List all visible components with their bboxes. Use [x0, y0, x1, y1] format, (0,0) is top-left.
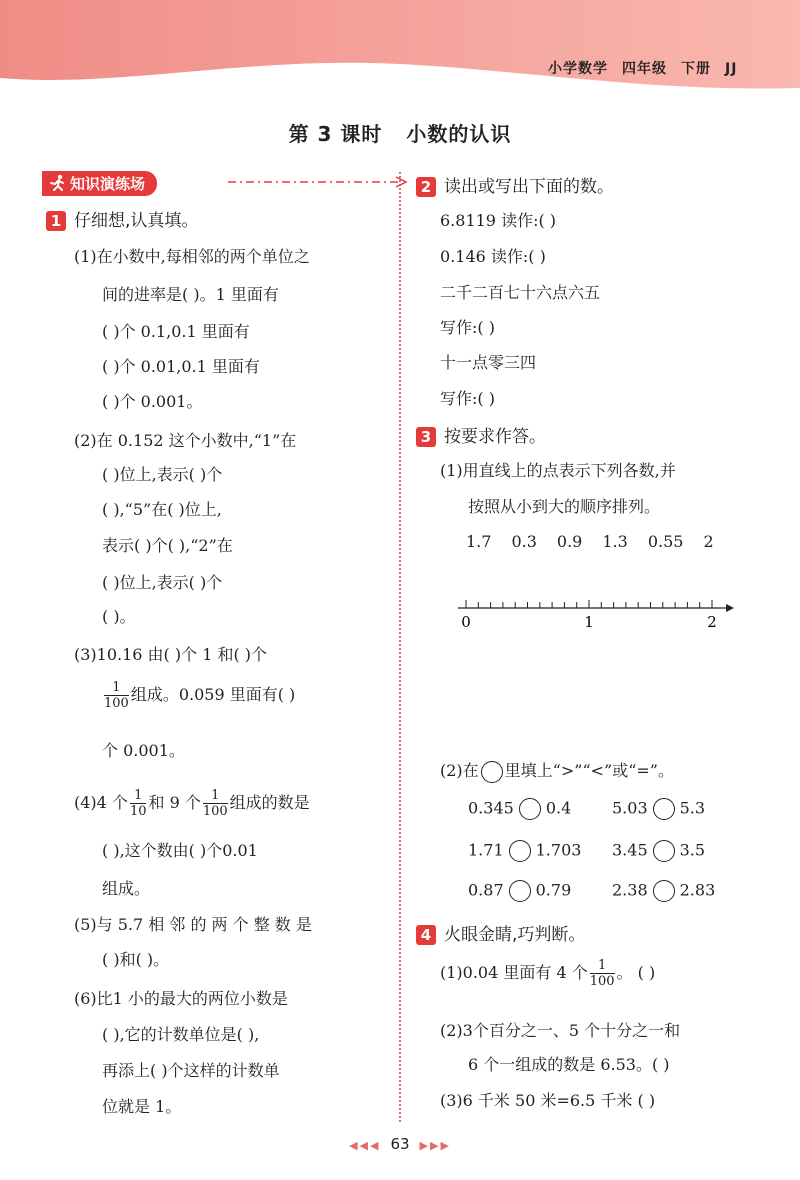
- q1-p1-line: (1)在小数中,每相邻的两个单位之: [74, 247, 310, 266]
- q4-p2-line: 6 个一组成的数是 6.53。( ): [468, 1055, 670, 1074]
- q2-line: 二千二百七十六点六五: [440, 283, 601, 302]
- compare-row: 1.71 1.703: [468, 840, 581, 862]
- q1-p5-line: ( )和( )。: [102, 950, 170, 969]
- circle-icon: [481, 761, 503, 783]
- axis-label-0: 0: [461, 613, 471, 631]
- q3-number: 3: [416, 427, 436, 447]
- q1-p5-line: (5)与 5.7 相 邻 的 两 个 整 数 是: [74, 915, 312, 934]
- header-grade: 四年级: [622, 61, 667, 77]
- compare-row: 5.03 5.3: [612, 798, 705, 820]
- q4-heading-text: 火眼金睛,巧判断。: [444, 925, 586, 945]
- q4-p2-line: (2)3个百分之一、5 个十分之一和: [440, 1021, 681, 1040]
- compare-circle[interactable]: [653, 880, 675, 902]
- compare-circle[interactable]: [509, 840, 531, 862]
- q1-p2-line: ( )位上,表示( )个: [102, 573, 223, 592]
- q1-p1-line: ( )个 0.1,0.1 里面有: [102, 322, 250, 341]
- q4-number: 4: [416, 925, 436, 945]
- q1-p1-line: ( )个 0.01,0.1 里面有: [102, 357, 260, 376]
- dash-arrow-icon: [228, 176, 408, 188]
- page-footer: [0, 1135, 800, 1153]
- fraction: $\frac{1}{100}$: [104, 680, 129, 711]
- q1-p2-line: ( )。: [102, 607, 136, 626]
- running-figure-icon: [48, 174, 66, 192]
- q1-number: 1: [46, 211, 66, 231]
- compare-circle[interactable]: [653, 840, 675, 862]
- q1-p6-line: 位就是 1。: [102, 1097, 182, 1116]
- header-subject: 小学数学: [548, 61, 608, 77]
- banner-label: 知识演练场: [70, 175, 146, 193]
- q3-heading-text: 按要求作答。: [444, 427, 546, 447]
- fraction: $\frac{1}{100}$: [202, 788, 228, 819]
- q1-p1-line: ( )个 0.001。: [102, 392, 203, 411]
- q2-heading: [416, 172, 614, 197]
- number-line: [450, 596, 740, 636]
- page-title: [0, 118, 800, 147]
- axis-label-1: 1: [584, 613, 594, 631]
- header-info: [548, 58, 751, 78]
- q3-p1-line: 按照从小到大的顺序排列。: [468, 497, 661, 516]
- banner-tag: [42, 171, 157, 196]
- q1-p3-line: 个 0.001。: [102, 741, 185, 760]
- q1-heading: [46, 206, 198, 231]
- q2-line: 0.146 读作:( ): [440, 247, 546, 266]
- fraction: $\frac{1}{100}$: [589, 958, 615, 989]
- q4-p1-line: (1)0.04 里面有 4 个 $\frac{1}{100}$ 。 ( ): [440, 958, 656, 989]
- q2-heading-text: 读出或写出下面的数。: [444, 177, 614, 197]
- q3-p1-line: (1)用直线上的点表示下列各数,并: [440, 461, 676, 480]
- q1-p4-line: (4)4 个 $\frac{1}{10}$ 和 9 个 $\frac{1}{100}$ 组成的数是: [74, 788, 310, 819]
- number-item: 1.3: [602, 532, 628, 551]
- q4-heading: [416, 920, 585, 945]
- axis-label-2: 2: [707, 613, 717, 631]
- number-item: 0.55: [647, 532, 684, 551]
- q2-line: 写作:( ): [440, 389, 495, 408]
- header-volume: 下册: [681, 61, 711, 77]
- q1-p3-line: (3)10.16 由( )个 1 和( )个: [74, 645, 268, 664]
- q1-p2-line: ( )位上,表示( )个: [102, 465, 223, 484]
- compare-row: 3.45 3.5: [612, 840, 705, 862]
- compare-row: 0.87 0.79: [468, 880, 571, 902]
- q1-p6-line: (6)比1 小的最大的两位小数是: [74, 989, 288, 1008]
- q1-heading-text: 仔细想,认真填。: [74, 211, 199, 231]
- compare-circle[interactable]: [519, 798, 541, 820]
- q4-p3-line: (3)6 千米 50 米=6.5 千米 ( ): [440, 1091, 656, 1110]
- left-arrows-icon: ◀◀◀: [349, 1139, 381, 1152]
- q3-number-list: [466, 532, 714, 551]
- q3-p2-line: (2)在 里填上“>”“<”或“=”。: [440, 758, 674, 783]
- number-item: 0.9: [556, 532, 583, 551]
- number-item: 2: [703, 532, 714, 551]
- number-item: 1.7: [466, 532, 492, 551]
- q2-number: 2: [416, 177, 436, 197]
- q1-p3-fraction-line: $\frac{1}{100}$ 组成。0.059 里面有( ): [104, 680, 296, 711]
- section-banner: [42, 171, 157, 196]
- q1-p4-line: ( ),这个数由( )个0.01: [102, 841, 258, 860]
- page-number: 63: [390, 1135, 410, 1153]
- q2-line: 6.8119 读作:( ): [440, 211, 557, 230]
- lesson-topic: 小数的认识: [406, 122, 512, 146]
- header-edition: JJ: [725, 61, 738, 77]
- q1-p6-line: ( ),它的计数单位是( ),: [102, 1025, 260, 1044]
- q3-heading: [416, 422, 546, 447]
- q1-p4-line: 组成。: [102, 879, 151, 898]
- compare-row: 0.345 0.4: [468, 798, 571, 820]
- q1-p6-line: 再添上( )个这样的计数单: [102, 1061, 280, 1080]
- header-band: [0, 0, 800, 95]
- number-item: 0.3: [511, 532, 537, 551]
- q1-p2-line: 表示( )个( ),“2”在: [102, 536, 233, 555]
- q1-p1-line: 间的进率是( )。1 里面有: [102, 285, 279, 304]
- fraction: $\frac{1}{10}$: [129, 788, 147, 819]
- lesson-label: 第 3 课时: [288, 122, 383, 146]
- q1-p2-line: ( ),“5”在( )位上,: [102, 500, 222, 519]
- compare-circle[interactable]: [653, 798, 675, 820]
- compare-row: 2.38 2.83: [612, 880, 715, 902]
- q1-p2-line: (2)在 0.152 这个小数中,“1”在: [74, 431, 297, 450]
- compare-circle[interactable]: [509, 880, 531, 902]
- column-divider: [399, 172, 401, 1122]
- q2-line: 十一点零三四: [440, 353, 537, 372]
- right-arrows-icon: ▶▶▶: [419, 1139, 451, 1152]
- q2-line: 写作:( ): [440, 318, 495, 337]
